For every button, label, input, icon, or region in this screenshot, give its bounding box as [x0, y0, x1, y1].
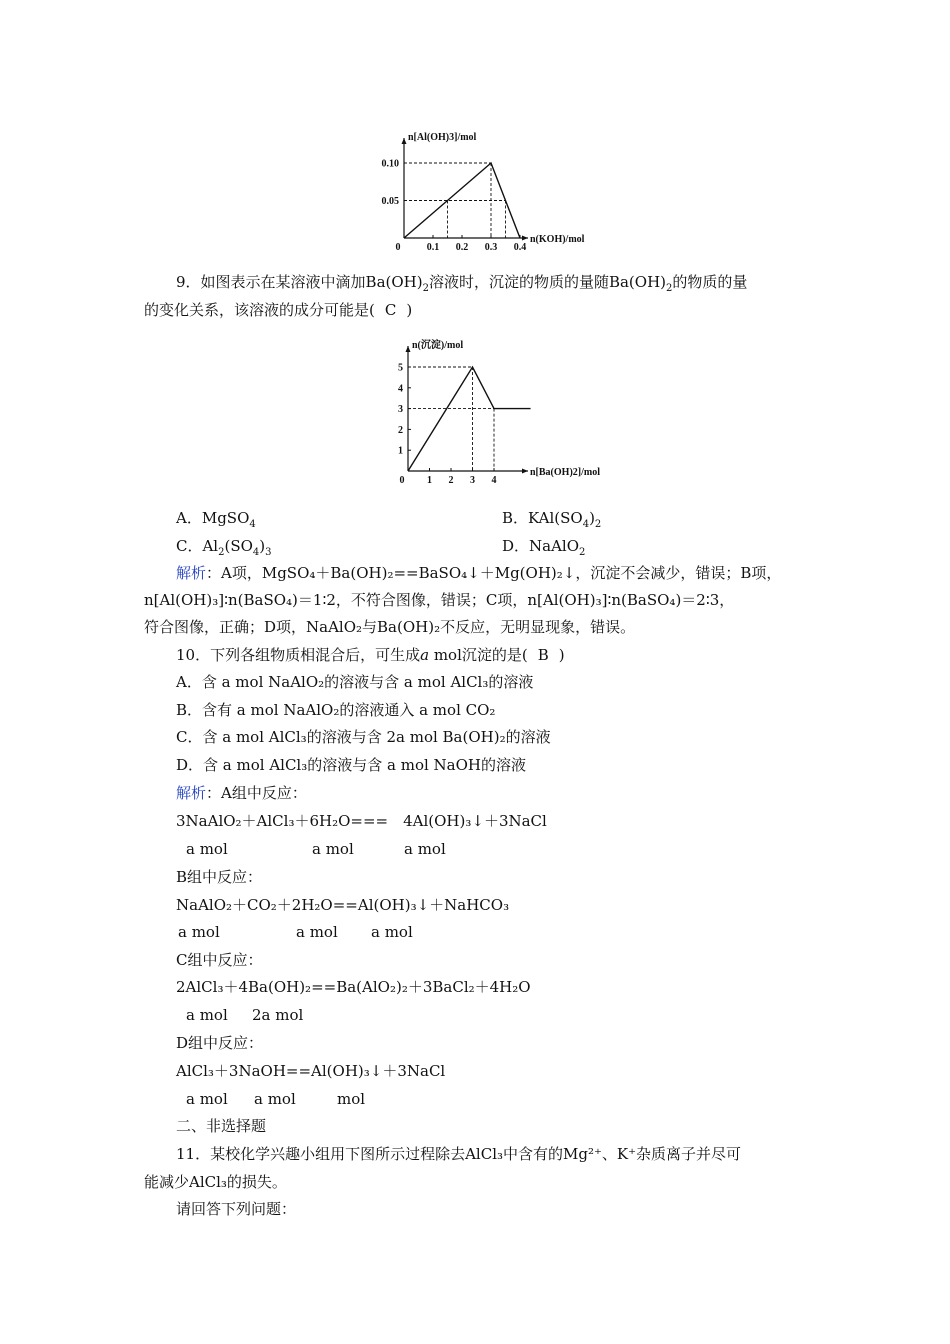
q10-analysis-label: 解析: [176, 784, 207, 802]
x-axis-arrow: [522, 469, 528, 474]
q10-equation-b: NaAlO₂＋CO₂＋2H₂O==Al(OH)₃↓＋NaHCO₃: [176, 896, 510, 914]
y-tick-label: 5: [398, 362, 403, 374]
q10-head-c: C组中反应：: [176, 951, 263, 969]
q10-mol-c1: a mol: [186, 1006, 228, 1024]
x-tick-label: 4: [491, 475, 497, 486]
q9-option-d: D．NaAlO$_2$: [502, 537, 586, 558]
q9-option-a: A．MgSO$_4$: [176, 509, 256, 530]
q9-answer: C: [384, 301, 397, 319]
q10-option-d: D．含 a mol AlCl₃的溶液与含 a mol NaOH的溶液: [176, 756, 526, 774]
x-tick-label: 0: [399, 475, 405, 486]
x-tick-label: 0.1: [426, 242, 440, 253]
q10-mol-b1: a mol: [178, 923, 220, 941]
y-tick-label: 4: [398, 383, 403, 395]
q11-line2: 能减少AlCl₃的损失。: [144, 1173, 287, 1191]
x-tick-label: 1: [427, 475, 432, 486]
chart-1-svg: [372, 128, 612, 256]
y-tick-label: 1: [398, 445, 403, 457]
q10-answer: B: [537, 646, 549, 664]
q10-mol-d2: a mol: [254, 1090, 296, 1108]
x-tick-label: 0.4: [513, 242, 527, 253]
q10-equation-d: AlCl₃＋3NaOH==Al(OH)₃↓＋3NaCl: [176, 1062, 446, 1080]
q10-mol-c2: 2a mol: [252, 1006, 304, 1024]
q9-analysis-label: 解析: [176, 564, 207, 582]
x-tick-label: 0.3: [484, 242, 498, 253]
q10-mol-b2: a mol: [296, 923, 338, 941]
x-axis-arrow: [522, 236, 528, 241]
q10-mol-d3: mol: [337, 1090, 366, 1108]
q10-head-b: B组中反应：: [176, 868, 263, 886]
x-tick-label: 0.2: [455, 242, 469, 253]
q10-mol-a1: a mol: [186, 840, 228, 858]
q9-analysis-line2: n[Al(OH)₃]∶n(BaSO₄)＝1∶2，不符合图像，错误；C项，n[Al(OH)₃]∶n(BaSO₄)＝2∶3，: [144, 591, 735, 609]
section-heading: 二、非选择题: [176, 1117, 267, 1135]
y-tick-label: 0.10: [381, 158, 399, 170]
data-line: [408, 367, 531, 471]
q11-line3: 请回答下列问题：: [176, 1200, 297, 1218]
q10-mol-a3: a mol: [404, 840, 446, 858]
x-tick-label: 3: [470, 475, 475, 486]
chart-aloh3-vs-koh: [372, 128, 612, 256]
q10-mol-a2: a mol: [312, 840, 354, 858]
q10-stem: 10．下列各组物质相混合后，可生成a mol沉淀的是( B ): [176, 646, 565, 664]
q10-head-d: D组中反应：: [176, 1034, 264, 1052]
y-tick-label: 0.05: [381, 196, 399, 207]
q10-equation-c: 2AlCl₃＋4Ba(OH)₂==Ba(AlO₂)₂＋3BaCl₂＋4H₂O: [176, 978, 531, 996]
q10-option-c: C．含 a mol AlCl₃的溶液与含 2a mol Ba(OH)₂的溶液: [176, 728, 551, 746]
y-axis-label: n(沉淀)/mol: [412, 340, 464, 351]
y-axis-arrow: [406, 346, 411, 352]
q11-line1: 11．某校化学兴趣小组用下图所示过程除去AlCl₃中含有的Mg²⁺、K⁺杂质离子并尽可: [176, 1145, 742, 1163]
y-axis-arrow: [402, 138, 407, 144]
chart-precipitate-vs-baoh2: [384, 334, 604, 494]
x-tick-label: 0: [395, 242, 401, 253]
x-axis-label: n(KOH)/mol: [530, 234, 585, 245]
q10-equation-a: 3NaAlO₂＋AlCl₃＋6H₂O=== 4Al(OH)₃↓＋3NaCl: [176, 812, 547, 830]
q9-analysis-line1: 解析：A项，MgSO₄＋Ba(OH)₂==BaSO₄↓＋Mg(OH)₂↓，沉淀不会减少，错误；B项，: [176, 564, 782, 582]
q10-option-a: A．含 a mol NaAlO₂的溶液与含 a mol AlCl₃的溶液: [176, 673, 534, 691]
x-tick-label: 2: [448, 475, 454, 486]
q9-option-b: B．$KAl(SO_4)_2$: [502, 509, 602, 530]
x-axis-label: n[Ba(OH)2]/mol: [530, 467, 600, 478]
q10-mol-b3: a mol: [371, 923, 413, 941]
q9-analysis-line3: 符合图像，正确；D项，NaAlO₂与Ba(OH)₂不反应，无明显现象，错误。: [144, 618, 636, 636]
q10-mol-d1: a mol: [186, 1090, 228, 1108]
y-tick-label: 2: [398, 424, 403, 436]
q10-analysis-head: 解析：A组中反应：: [176, 784, 307, 802]
y-tick-label: 3: [398, 404, 403, 416]
chart-2-svg: [384, 334, 604, 494]
q9-option-c: C．$Al_2(SO_4)_3$: [176, 537, 272, 558]
q10-option-b: B．含有 a mol NaAlO₂的溶液通入 a mol CO₂: [176, 701, 496, 719]
y-axis-label: n[Al(OH)3]/mol: [408, 132, 477, 143]
q9-stem-line1: 9．如图表示在某溶液中滴加$Ba(OH)_2$溶液时，沉淀的物质的量随$Ba(OH)_2$的物质的量: [176, 273, 748, 294]
q9-stem-line2: 的变化关系，该溶液的成分可能是( C ): [144, 301, 413, 319]
